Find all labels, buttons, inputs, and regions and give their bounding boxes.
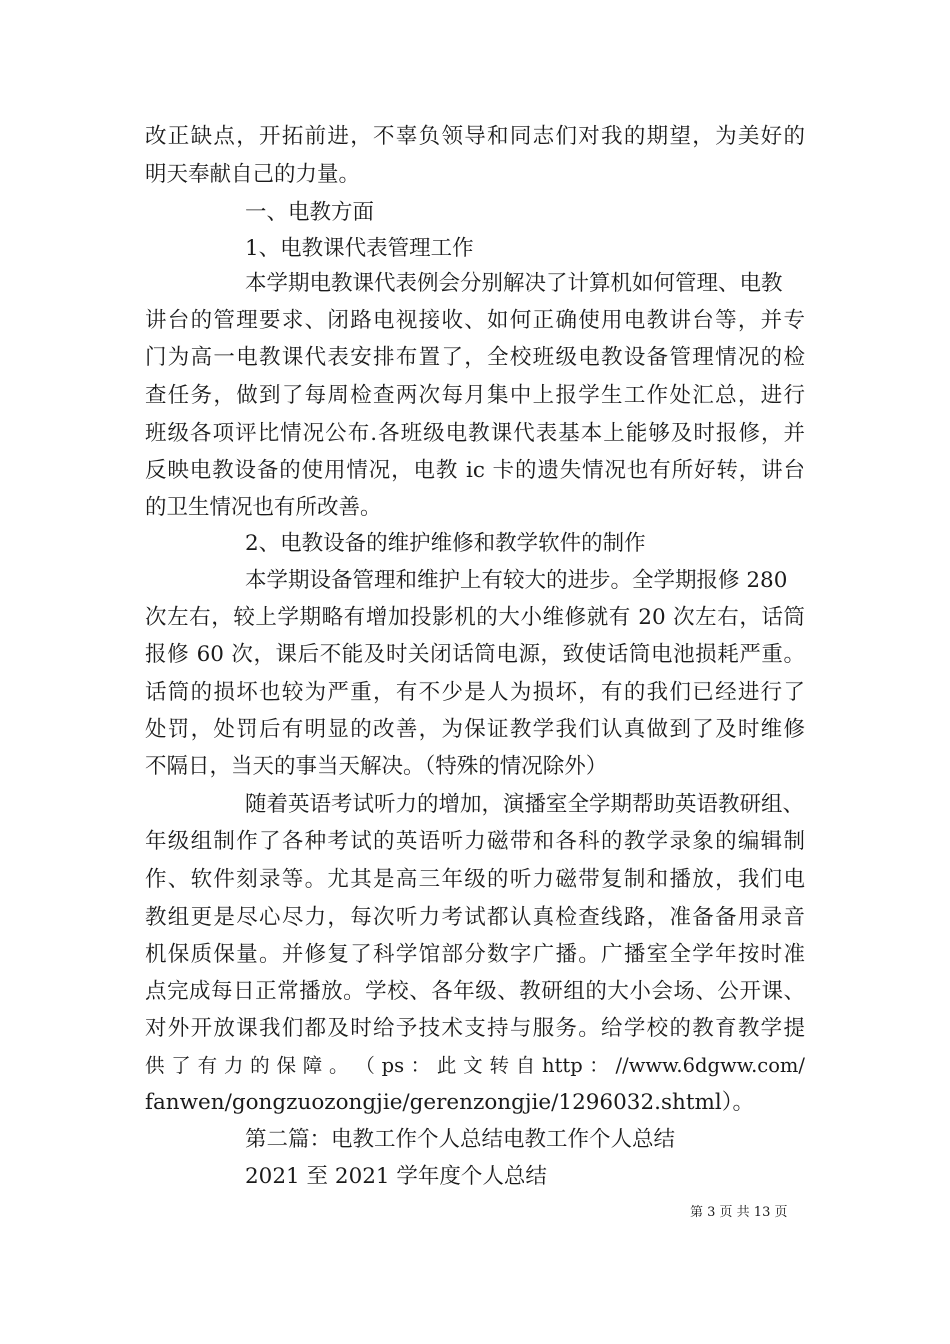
text-line: 改正缺点，开拓前进，不辜负领导和同志们对我的期望，为美好的: [145, 124, 805, 149]
text-line: 教组更是尽心尽力，每次听力考试都认真检查线路，准备备用录音: [145, 905, 805, 930]
text-line: 明天奉献自己的力量。: [145, 162, 361, 187]
subsection-heading: 2、电教设备的维护维修和教学软件的制作: [245, 531, 646, 556]
text-line: 处罚，处罚后有明显的改善，为保证教学我们认真做到了及时维修: [145, 717, 805, 742]
text-line: 点完成每日正常播放。学校、各年级、教研组的大小会场、公开课、: [145, 979, 805, 1004]
section-subtitle: 2021 至 2021 学年度个人总结: [245, 1164, 547, 1189]
text-line: 本学期设备管理和维护上有较大的进步。全学期报修 280: [245, 568, 788, 593]
text-line: 本学期电教课代表例会分别解决了计算机如何管理、电教: [245, 271, 783, 296]
text-line: 门为高一电教课代表安排布置了，全校班级电教设备管理情况的检: [145, 345, 805, 370]
text-line: 的卫生情况也有所改善。: [145, 495, 382, 520]
text-line: 讲台的管理要求、闭路电视接收、如何正确使用电教讲台等，并专: [145, 308, 805, 333]
text-line: 反映电教设备的使用情况，电教 ic 卡的遗失情况也有所好转，讲台: [145, 458, 805, 483]
subsection-heading: 1、电教课代表管理工作: [245, 236, 474, 261]
text-line: 班级各项评比情况公布.各班级电教课代表基本上能够及时报修，并: [145, 421, 805, 446]
text-line: 机保质保量。并修复了科学馆部分数字广播。广播室全学年按时准: [145, 942, 805, 967]
section-heading: 第二篇：电教工作个人总结电教工作个人总结: [245, 1127, 676, 1152]
text-line: 作、软件刻录等。尤其是高三年级的听力磁带复制和播放，我们电: [145, 867, 805, 892]
text-line: 不隔日，当天的事当天解决。（特殊的情况除外）: [145, 754, 608, 779]
text-line: 供 了 有 力 的 保 障 。 （ ps ： 此 文 转 自 http ： //www.6dgww.com/: [145, 1054, 805, 1077]
section-heading: 一、电教方面: [245, 200, 375, 225]
text-line: 话筒的损坏也较为严重，有不少是人为损坏，有的我们已经进行了: [145, 680, 805, 705]
text-line: 年级组制作了各种考试的英语听力磁带和各科的教学录象的编辑制: [145, 829, 805, 854]
text-line: 对外开放课我们都及时给予技术支持与服务。给学校的教育教学提: [145, 1016, 805, 1041]
page-number: 第 3 页 共 13 页: [690, 1205, 788, 1220]
text-line: 随着英语考试听力的增加，演播室全学期帮助英语教研组、: [245, 792, 805, 817]
text-line: 查任务，做到了每周检查两次每月集中上报学生工作处汇总，进行: [145, 383, 805, 408]
text-line: 次左右，较上学期略有增加投影机的大小维修就有 20 次左右，话筒: [145, 605, 805, 630]
text-line: 报修 60 次，课后不能及时关闭话筒电源，致使话筒电池损耗严重。: [145, 642, 805, 667]
source-link-line: fanwen/gongzuozongjie/gerenzongjie/1296032.shtml）。: [145, 1090, 755, 1115]
